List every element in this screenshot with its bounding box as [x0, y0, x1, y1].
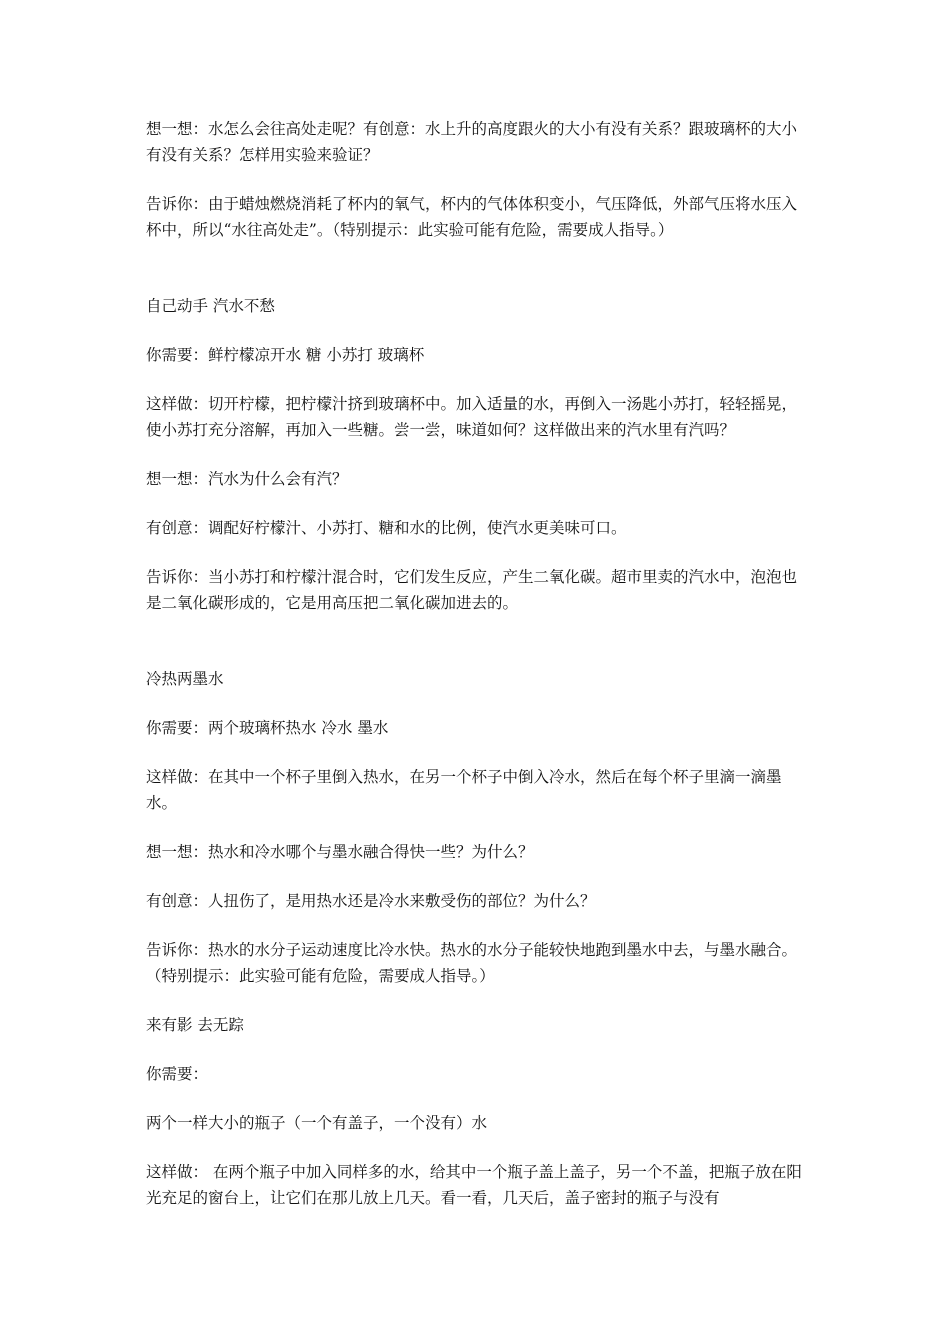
paragraph-soda-creative: 有创意：调配好柠檬汁、小苏打、糖和水的比例，使汽水更美味可口。 — [146, 519, 627, 537]
paragraph-ink-materials: 你需要：两个玻璃杯热水 冷水 墨水 — [146, 719, 389, 737]
section-heading-evaporation: 来有影 去无踪 — [146, 1016, 244, 1034]
document-body — [146, 116, 810, 1234]
section-heading-soda: 自己动手 汽水不愁 — [146, 297, 275, 315]
paragraph-ink-creative: 有创意：人扭伤了，是用热水还是冷水来敷受伤的部位？为什么？ — [146, 892, 596, 910]
paragraph-think-water-rise: 想一想：水怎么会往高处走呢？有创意：水上升的高度跟火的大小有没有关系？跟玻璃杯的大小有没有关系？怎样用实验来验证？ — [146, 120, 798, 164]
paragraph-evaporation-materials: 两个一样大小的瓶子（一个有盖子，一个没有）水 — [146, 1114, 488, 1132]
paragraph-evaporation-steps: 这样做： 在两个瓶子中加入同样多的水，给其中一个瓶子盖上盖子，另一个不盖，把瓶子放在阳光充足的窗台上，让它们在那儿放上几天。看一看，几天后，盖子密封的瓶子与没有 — [146, 1163, 802, 1207]
paragraph-soda-think: 想一想：汽水为什么会有汽？ — [146, 470, 348, 488]
paragraph-explain-water-rise: 告诉你：由于蜡烛燃烧消耗了杯内的氧气，杯内的气体体积变小，气压降低，外部气压将水压入杯中，所以“水往高处走”。（特别提示：此实验可能有危险，需要成人指导。） — [146, 195, 798, 239]
paragraph-soda-explain: 告诉你：当小苏打和柠檬汁混合时，它们发生反应，产生二氧化碳。超市里卖的汽水中，泡泡也是二氧化碳形成的，它是用高压把二氧化碳加进去的。 — [146, 568, 798, 612]
paragraph-soda-steps: 这样做：切开柠檬，把柠檬汁挤到玻璃杯中。加入适量的水，再倒入一汤匙小苏打，轻轻摇晃，使小苏打充分溶解，再加入一些糖。尝一尝，味道如何？这样做出来的汽水里有汽吗？ — [146, 395, 798, 439]
paragraph-ink-steps: 这样做：在其中一个杯子里倒入热水，在另一个杯子中倒入冷水，然后在每个杯子里滴一滴墨水。 — [146, 768, 782, 812]
section-heading-ink: 冷热两墨水 — [146, 670, 224, 688]
paragraph-soda-materials: 你需要：鲜柠檬凉开水 糖 小苏打 玻璃杯 — [146, 346, 425, 364]
paragraph-ink-explain: 告诉你：热水的水分子运动速度比冷水快。热水的水分子能较快地跑到墨水中去，与墨水融合。（特别提示：此实验可能有危险，需要成人指导。） — [146, 941, 798, 985]
paragraph-evaporation-need-label: 你需要： — [146, 1065, 209, 1083]
paragraph-ink-think: 想一想：热水和冷水哪个与墨水融合得快一些？为什么？ — [146, 843, 534, 861]
